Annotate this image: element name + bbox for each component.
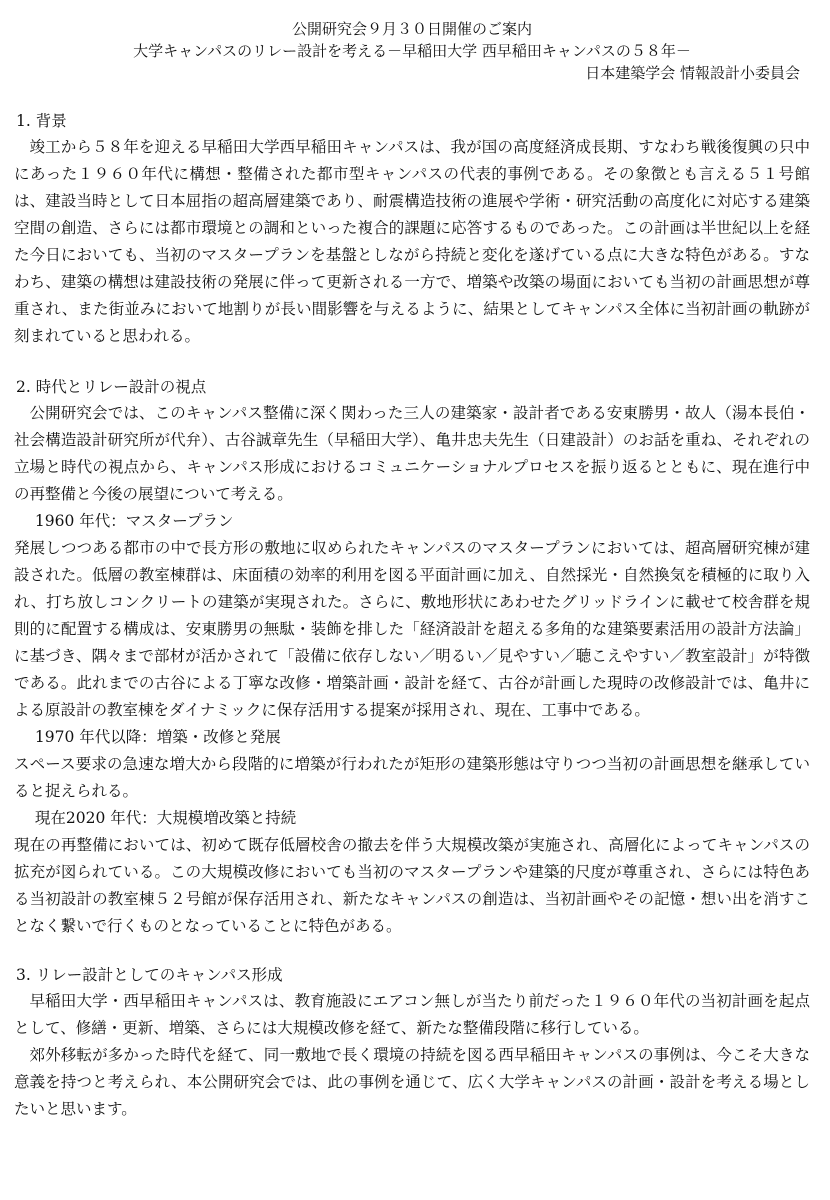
- paragraph: 早稲田大学・西早稲田キャンパスは、教育施設にエアコン無しが当たり前だった１９６０年代の当初計画を起点として、修繕・更新、増築、さらには大規模改修を経て、新たな整備段階に移行している。: [14, 992, 810, 1037]
- section-background: [14, 110, 810, 350]
- organizer: 日本建築学会 情報設計小委員会: [585, 64, 800, 82]
- section-era-perspective: [14, 376, 810, 940]
- section-heading: 3. リレー設計としてのキャンパス形成: [16, 966, 283, 984]
- paragraph: 現在の再整備においては、初めて既存低層校舎の撤去を伴う大規模改築が実施され、高層化によってキャンパスの拡充が図られている。この大規模改修においても当初のマスタープランや建築的尺度が尊重され、さらには特色ある当初設計の教室棟５２号館が保存活用され、新たなキャンパスの創造は、当初計画やその記憶・想い出を消すことなく繋いで行くものとなっていることに特色がある。: [14, 836, 810, 935]
- section-heading: 1. 背景: [16, 112, 67, 130]
- era-title: 1960 年代：マスタープラン: [34, 512, 234, 530]
- era-title: 現在2020 年代：大規模増改築と持続: [34, 809, 297, 827]
- paragraph: 公開研究会では、このキャンパス整備に深く関わった三人の建築家・設計者である安東勝男・故人（湯本長伯・社会構造設計研究所が代弁）、古谷誠章先生（早稲田大学）、亀井忠夫先生（日建設計）のお話を重ね、それぞれの立場と時代の視点から、キャンパス形成におけるコミュニケーショナルプロセスを振り返るとともに、現在進行中の再整備と今後の展望について考える。: [14, 404, 810, 503]
- paragraph: 郊外移転が多かった時代を経て、同一敷地で長く環境の持続を図る西早稲田キャンパスの事例は、今こそ大きな意義を持つと考えられ、本公開研究会では、此の事例を通じて、広く大学キャンパスの計画・設計を考える場としたいと思います。: [14, 1046, 810, 1118]
- era-title: 1970 年代以降：増築・改修と発展: [34, 728, 281, 746]
- section-relay-design: [14, 964, 810, 1123]
- announcement-title: 公開研究会９月３０日開催のご案内: [291, 20, 532, 38]
- document-page: [14, 18, 810, 1190]
- paragraph: スペース要求の急速な増大から段階的に増築が行われたが矩形の建築形態は守りつつ当初の計画思想を継承していると捉えられる。: [14, 755, 810, 800]
- section-heading: 2. 時代とリレー設計の視点: [16, 378, 207, 396]
- document-header: [14, 18, 810, 62]
- paragraph: 竣工から５８年を迎える早稲田大学西早稲田キャンパスは、我が国の高度経済成長期、すなわち戦後復興の只中にあった１９６０年代に構想・整備された都市型キャンパスの代表的事例である。その象徴とも言える５１号館は、建設当時として日本屈指の超高層建築であり、耐震構造技術の進展や学術・研究活動の高度化に対応する建築空間の創造、さらには都市環境との調和といった複合的課題に応答するものであった。この計画は半世紀以上を経た今日においても、当初のマスタープランを基盤としながら持続と変化を遂げている点に大きな特色がある。すなわち、建築の構想は建設技術の発展に伴って更新される一方で、増築や改築の場面においても当初の計画思想が尊重され、また街並みにおいて地割りが長い間影響を与えるように、結果としてキャンパス全体に当初計画の軌跡が刻まれていると思われる。: [14, 138, 810, 345]
- paragraph: 発展しつつある都市の中で長方形の敷地に収められたキャンパスのマスタープランにおいては、超高層研究棟が建設された。低層の教室棟群は、床面積の効率的利用を図る平面計画に加え、自然採光・自然換気を積極的に取り入れ、打ち放しコンクリートの建築が実現された。さらに、敷地形状にあわせたグリッドラインに載せて校舎群を規則的に配置する構成は、安東勝男の無駄・装飾を排した「経済設計を超える多角的な建築要素活用の設計方法論」に基づき、隅々まで部材が活かされて「設備に依存しない／明るい／見やすい／聴こえやすい／教室設計」が特徴である。此れまでの古谷による丁寧な改修・増築計画・設計を経て、古谷が計画した現時の改修設計では、亀井による原設計の教室棟をダイナミックに保存活用する提案が採用され、現在、工事中である。: [14, 539, 810, 719]
- event-title: 大学キャンパスのリレー設計を考える－早稲田大学 西早稲田キャンパスの５８年－: [133, 42, 691, 60]
